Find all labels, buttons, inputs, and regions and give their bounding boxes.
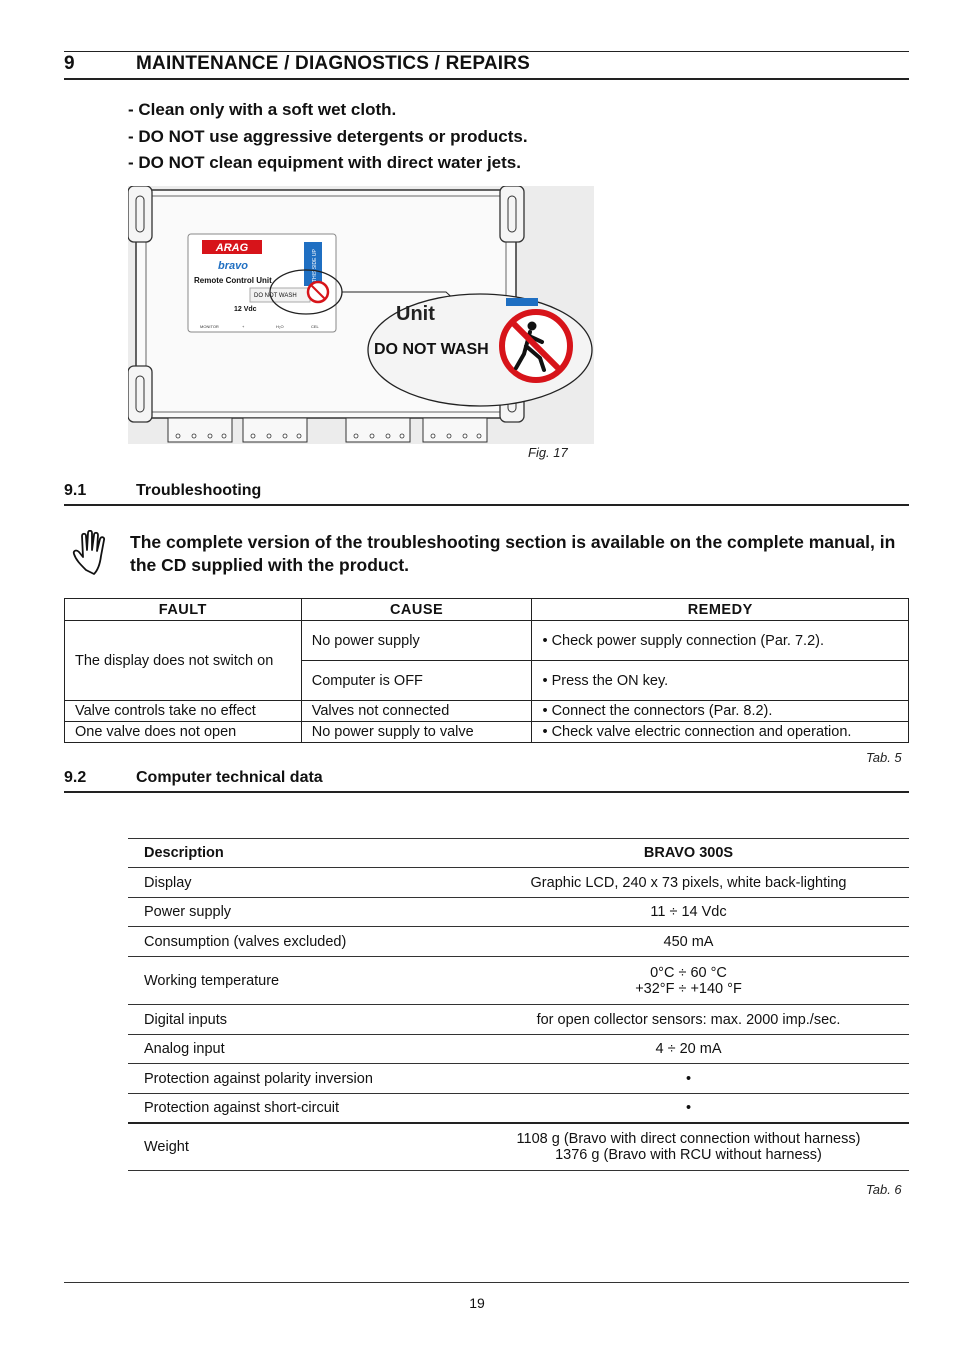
subsection-title-text: Computer technical data xyxy=(136,769,323,786)
subsection-number: 9.2 xyxy=(64,769,87,786)
connector-label: CEL xyxy=(311,324,319,329)
label-cell: Power supply xyxy=(128,898,468,927)
warning-line: - DO NOT use aggressive detergents or products. xyxy=(128,127,528,146)
value-cell: • xyxy=(468,1094,909,1123)
label-cell: Consumption (valves excluded) xyxy=(128,927,468,957)
value-cell: • xyxy=(468,1064,909,1094)
table-row xyxy=(128,1005,909,1035)
value-cell: for open collector sensors: max. 2000 imp./sec. xyxy=(468,1005,909,1035)
value-cell xyxy=(468,1123,909,1171)
table-caption: Tab. 5 xyxy=(866,750,902,765)
remedy-cell: • Press the ON key. xyxy=(532,661,909,701)
table-row xyxy=(128,957,909,1005)
value-cell: 11 ÷ 14 Vdc xyxy=(468,898,909,927)
header-value-cell: BRAVO 300S xyxy=(468,839,909,868)
table-row xyxy=(128,1064,909,1094)
fault-cell: Valve controls take no effect xyxy=(65,701,302,722)
table-header-row xyxy=(128,839,909,868)
figure-caption: Fig. 17 xyxy=(528,445,568,460)
connector-label: H₂O xyxy=(276,324,284,329)
side-up-text: THIS SIDE UP xyxy=(312,249,318,282)
connector-label: MONITOR xyxy=(200,324,219,329)
section-number: 9 xyxy=(64,53,75,74)
value-cell: 450 mA xyxy=(468,927,909,957)
table-row xyxy=(65,722,909,743)
table-row xyxy=(128,868,909,898)
remedy-cell: • Check valve electric connection and operation. xyxy=(532,722,909,743)
warning-line: - Clean only with a soft wet cloth. xyxy=(128,100,397,119)
connector-label: + xyxy=(242,324,245,329)
page-number: 19 xyxy=(469,1295,485,1311)
value-cell: Graphic LCD, 240 x 73 pixels, white back-lighting xyxy=(468,868,909,898)
brand-text: bravo xyxy=(218,260,248,272)
troubleshooting-table xyxy=(64,598,909,743)
value-line: 1376 g (Bravo with RCU without harness) xyxy=(555,1146,822,1163)
label-cell: Digital inputs xyxy=(128,1005,468,1035)
remedy-cell: • Connect the connectors (Par. 8.2). xyxy=(532,701,909,722)
value-line: 0°C ÷ 60 °C xyxy=(650,964,727,981)
label-cell: Protection against polarity inversion xyxy=(128,1064,468,1094)
table-row xyxy=(128,927,909,957)
zoom-unit-text: Unit xyxy=(396,303,435,325)
subsection-rule xyxy=(64,791,909,793)
table-row xyxy=(128,898,909,927)
device-illustration xyxy=(128,186,594,444)
arag-logo-text: ARAG xyxy=(215,242,249,254)
section-title-text: MAINTENANCE / DIAGNOSTICS / REPAIRS xyxy=(136,53,531,74)
label-cell: Analog input xyxy=(128,1035,468,1064)
subsection-title-text: Troubleshooting xyxy=(136,482,262,499)
table-row xyxy=(128,1094,909,1123)
table-caption: Tab. 6 xyxy=(866,1182,902,1197)
subsection-number: 9.1 xyxy=(64,482,87,499)
table-row xyxy=(128,1035,909,1064)
label-cell: Display xyxy=(128,868,468,898)
no-wash-sign-icon xyxy=(502,312,570,380)
cause-cell: No power supply to valve xyxy=(301,722,532,743)
fault-cell: One valve does not open xyxy=(65,722,302,743)
label-cell: Protection against short-circuit xyxy=(128,1094,468,1123)
voltage-text: 12 Vdc xyxy=(234,306,257,313)
table-row xyxy=(65,701,909,722)
value-line: +32°F ÷ +140 °F xyxy=(635,980,742,997)
table-header-row xyxy=(65,599,909,621)
footer-rule xyxy=(64,1282,909,1283)
table-row xyxy=(65,621,909,661)
tech-data-table xyxy=(128,838,909,1171)
small-wash-text: DO NOT WASH xyxy=(254,293,297,299)
hand-icon xyxy=(72,530,112,583)
label-cell: Weight xyxy=(128,1123,468,1171)
value-cell: 4 ÷ 20 mA xyxy=(468,1035,909,1064)
cause-cell: Computer is OFF xyxy=(301,661,532,701)
warning-line: - DO NOT clean equipment with direct water jets. xyxy=(128,153,521,172)
label-cell: Working temperature xyxy=(128,957,468,1005)
unit-label-text: Remote Control Unit xyxy=(194,276,272,285)
value-line: 1108 g (Bravo with direct connection without harness) xyxy=(516,1130,861,1147)
section-top-rule xyxy=(64,51,909,52)
remedy-cell: • Check power supply connection (Par. 7.2). xyxy=(532,621,909,661)
column-header: FAULT xyxy=(65,599,302,621)
zoom-wash-text: DO NOT WASH xyxy=(374,341,489,358)
column-header: CAUSE xyxy=(301,599,532,621)
column-header: REMEDY xyxy=(532,599,909,621)
section-bottom-rule xyxy=(64,78,909,80)
cause-cell: No power supply xyxy=(301,621,532,661)
subsection-rule xyxy=(64,504,909,506)
value-cell xyxy=(468,957,909,1005)
troubleshooting-note: The complete version of the troubleshooting section is available on the complete manual, in the CD supplied with the product. xyxy=(130,532,896,575)
device-figure xyxy=(128,186,594,444)
fault-cell: The display does not switch on xyxy=(65,621,302,701)
header-label-cell: Description xyxy=(128,839,468,868)
cause-cell: Valves not connected xyxy=(301,701,532,722)
table-row xyxy=(128,1123,909,1171)
